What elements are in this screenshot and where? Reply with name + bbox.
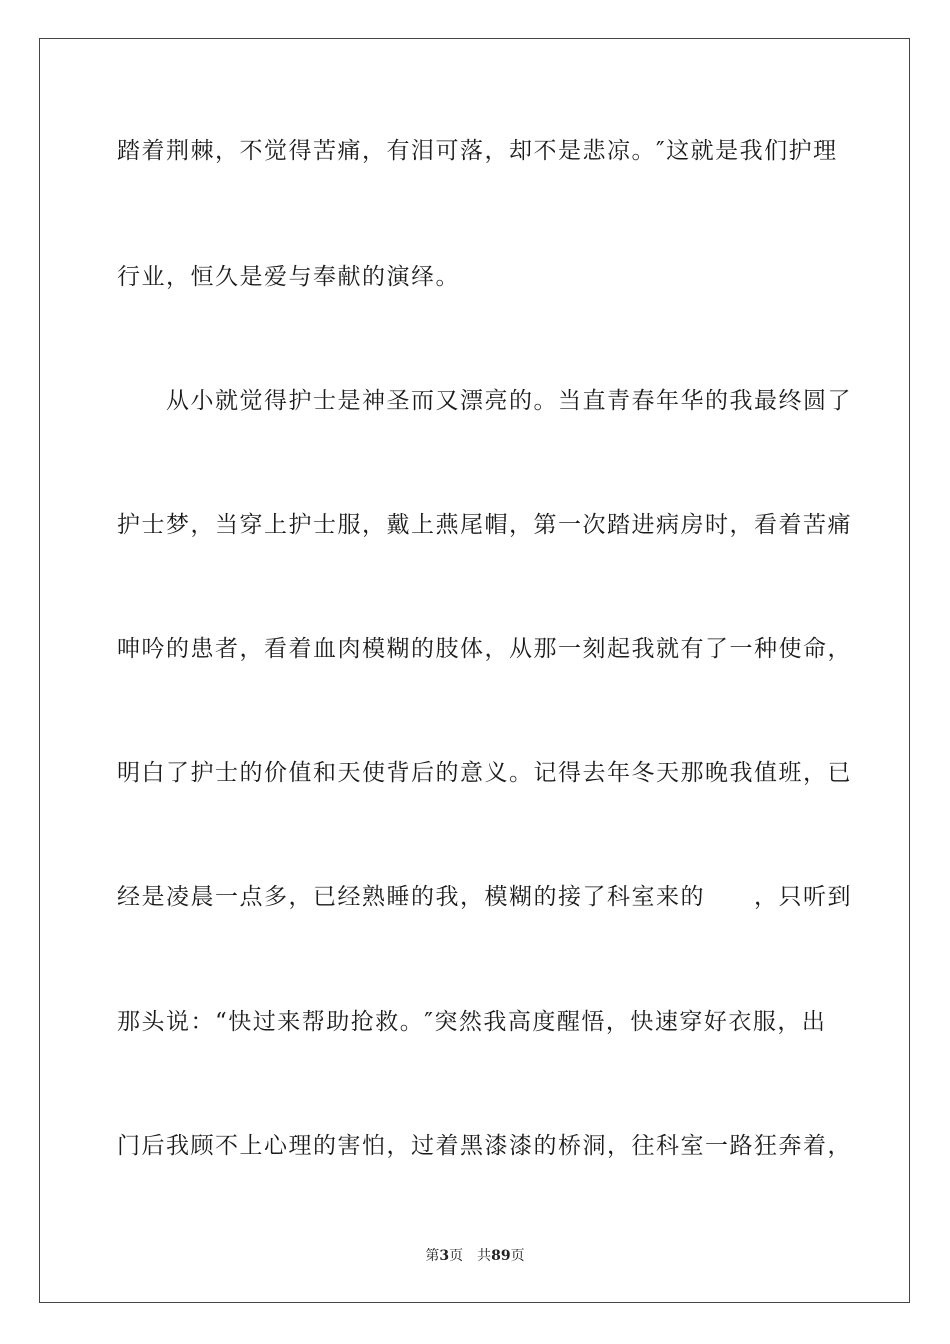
body-text-line: 护士梦，当穿上护士服，戴上燕尾帽，第一次踏进病房时，看着苦痛 bbox=[117, 512, 852, 538]
page-number: 3 bbox=[439, 1248, 450, 1264]
total-prefix: 共 bbox=[477, 1248, 492, 1264]
body-text-line: 门后我顾不上心理的害怕，过着黑漆漆的桥洞，往科室一路狂奔着， bbox=[117, 1133, 852, 1159]
body-text-line: 从小就觉得护士是神圣而又漂亮的。当直青春年华的我最终圆了 bbox=[117, 388, 852, 414]
total-suffix: 页 bbox=[510, 1248, 525, 1264]
page-border bbox=[39, 38, 910, 1303]
body-text-line: 经是凌晨一点多，已经熟睡的我，模糊的接了科室来的 ，只听到 bbox=[117, 884, 852, 910]
body-text-line: 那头说：“快过来帮助抢救。″突然我高度醒悟，快速穿好衣服，出 bbox=[117, 1009, 827, 1035]
body-text-line: 呻吟的患者，看着血肉模糊的肢体，从那一刻起我就有了一种使命， bbox=[117, 636, 852, 662]
total-pages: 89 bbox=[491, 1248, 511, 1264]
page-prefix: 第 bbox=[425, 1248, 440, 1264]
body-text-line: 行业，恒久是爱与奉献的演绎。 bbox=[117, 264, 460, 290]
body-text-line: 踏着荆棘，不觉得苦痛，有泪可落，却不是悲凉。″这就是我们护理 bbox=[117, 138, 838, 164]
body-text-line: 明白了护士的价值和天使背后的意义。记得去年冬天那晚我值班，已 bbox=[117, 760, 852, 786]
page-footer bbox=[0, 1246, 950, 1266]
page-suffix: 页 bbox=[449, 1248, 464, 1264]
